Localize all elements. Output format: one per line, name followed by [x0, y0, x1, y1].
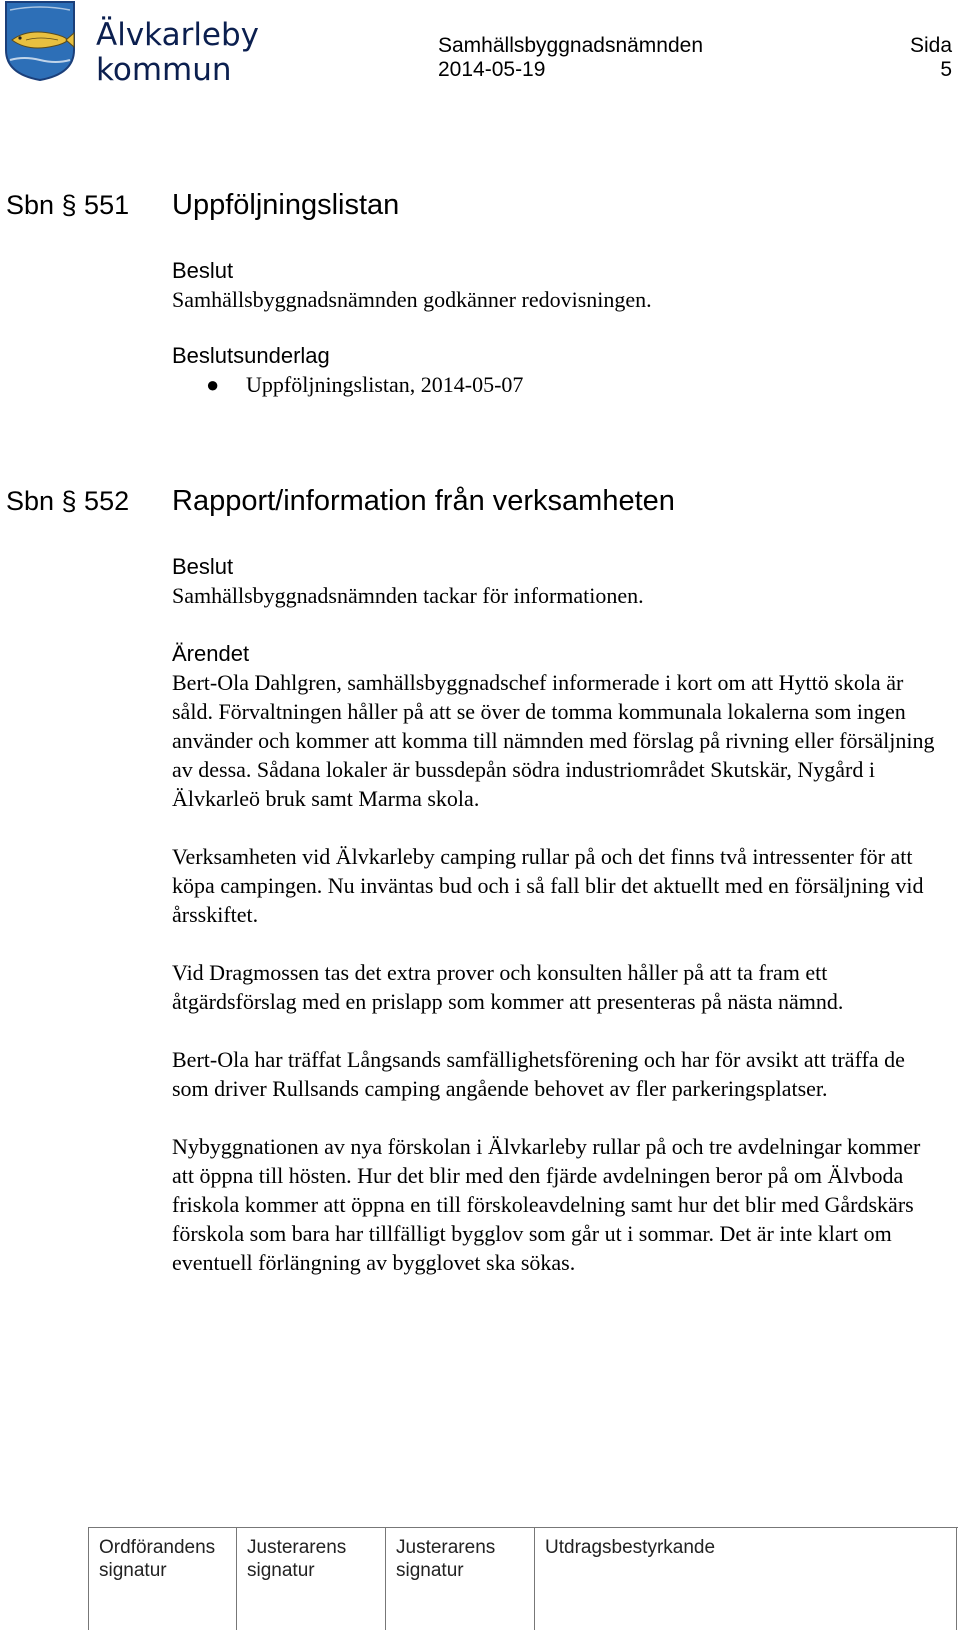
municipality-name [96, 18, 259, 88]
decision-text: Samhällsbyggnadsnämnden godkänner redovisningen. [172, 287, 652, 312]
committee-name: Samhällsbyggnadsnämnden [438, 34, 704, 57]
municipality-name-line1: Älvkarleby [96, 17, 260, 53]
section-title: Uppföljningslistan [172, 189, 400, 221]
cell-label: Ordförandens [99, 1537, 216, 1558]
cell-label: Utdragsbestyrkande [545, 1537, 716, 1558]
signature-table [88, 1527, 958, 1630]
cell-label: signatur [99, 1560, 167, 1581]
municipality-name-line2: kommun [96, 52, 232, 88]
meeting-date: 2014-05-19 [438, 58, 546, 81]
matter-heading: Ärendet [172, 641, 250, 666]
decision-heading: Beslut [172, 554, 234, 579]
paragraph: Vid Dragmossen tas det extra prover och konsulten håller på att ta fram ett åtgärdsförslag med en prislapp som kommer att presenteras på nästa nämnd. [172, 960, 844, 1014]
decision-block [172, 256, 942, 314]
cell-label: Justerarens [396, 1537, 496, 1558]
decision-heading: Beslut [172, 258, 234, 283]
paragraph: Verksamheten vid Älvkarleby camping rullar på och det finns två intressenter för att köpa campingen. Nu inväntas bud och i så fall blir det aktuellt med en försäljning vid årsskiftet. [172, 844, 924, 927]
section-number: Sbn § 552 [6, 486, 130, 516]
cell-label: signatur [247, 1560, 315, 1581]
section-title: Rapport/information från verksamheten [172, 485, 675, 517]
decision-block [172, 552, 942, 610]
paragraph: Bert-Ola har träffat Långsands samfällighetsförening och har för avsikt att träffa de som driver Rullsands camping angående behovet av fler parkeringsplatser. [172, 1047, 905, 1101]
page-label: Sida [909, 34, 952, 57]
paragraph: Nybyggnationen av nya förskolan i Älvkarleby rullar på och tre avdelningar kommer att öppna till hösten. Hur det blir med den fjärde avdelningen beror på om Älvboda friskola kommer att öppna en till förskoleavdelning samt hur det blir med Gårdskärs förskola som bara har tillfälligt bygglov som går ut i sommar. Det är inte klart om eventuell förlängning av bygglovet ska sökas. [172, 1134, 921, 1275]
cell-label: signatur [396, 1560, 464, 1581]
basis-heading: Beslutsunderlag [172, 343, 330, 368]
cell-label: Justerarens [247, 1537, 347, 1558]
matter-block [172, 639, 942, 1277]
municipality-logo [4, 0, 76, 82]
decision-text: Samhällsbyggnadsnämnden tackar för informationen. [172, 583, 644, 608]
basis-item: Uppföljningslistan, 2014-05-07 [246, 372, 524, 397]
section-number: Sbn § 551 [6, 190, 130, 220]
paragraph: Bert-Ola Dahlgren, samhällsbyggnadschef informerade i kort om att Hyttö skola är såld. Förvaltningen håller på att se över de tomma kommunala lokalerna som ingen använder och kommer att komma till nämnden med förslag på rivning eller försäljning av dessa. Sådana lokaler är bussdepån södra industriområdet Skutskär, Nygård i Älvkarleö bruk samt Marma skola. [172, 670, 935, 811]
chair-signature-cell [88, 1528, 236, 1630]
adjuster-signature-cell [385, 1528, 534, 1630]
adjuster-signature-cell [236, 1528, 385, 1630]
page-number: 5 [940, 58, 952, 81]
certified-extract-cell [534, 1528, 957, 1630]
bullet-icon: ● [206, 372, 220, 397]
